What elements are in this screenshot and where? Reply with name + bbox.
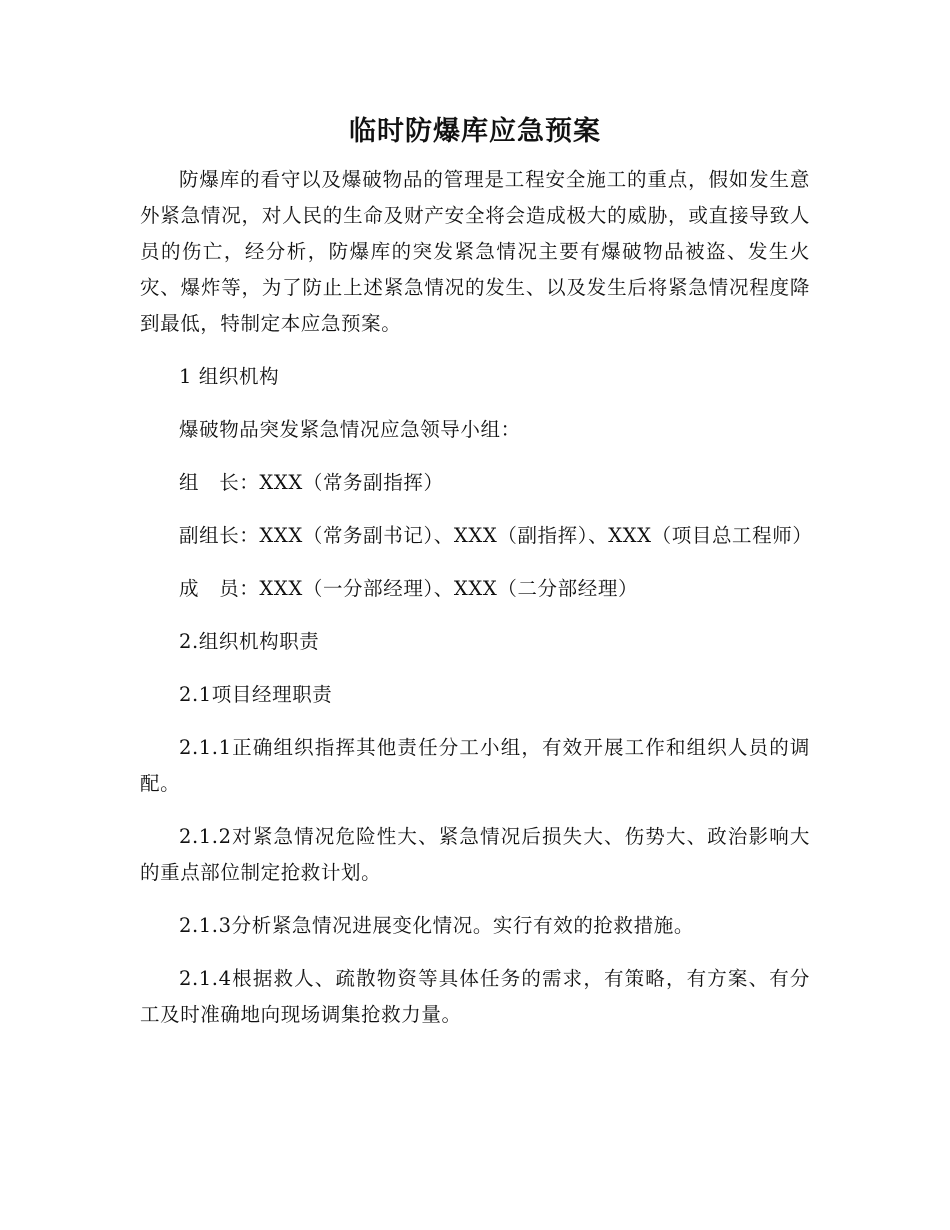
duty-item-2-1-1: 2.1.1正确组织指挥其他责任分工小组，有效开展工作和组织人员的调配。: [140, 736, 810, 795]
subsection-heading-manager-duties: 2.1项目经理职责: [179, 683, 333, 706]
leadership-group-label: 爆破物品突发紧急情况应急领导小组：: [179, 418, 521, 441]
group-leader-line: 组 长：XXX（常务副指挥）: [179, 471, 444, 494]
section-heading-organization: 1 组织机构: [179, 365, 280, 388]
document-title: 临时防爆库应急预案: [349, 116, 601, 147]
deputy-leader-line: 副组长：XXX（常务副书记）、XXX（副指挥）、XXX（项目总工程师）: [179, 524, 813, 547]
members-line: 成 员：XXX（一分部经理）、XXX（二分部经理）: [179, 577, 639, 600]
section-heading-duties: 2.组织机构职责: [179, 630, 320, 653]
document-body: [140, 112, 813, 1033]
intro-paragraph: 防爆库的看守以及爆破物品的管理是工程安全施工的重点，假如发生意外紧急情况，对人民的生命及财产安全将会造成极大的威胁，或直接导致人员的伤亡，经分析，防爆库的突发紧急情况主要有爆破物品被盗、发生火灾、爆炸等，为了防止上述紧急情况的发生、以及发生后将紧急情况程度降到最低，特制定本应急预案。: [140, 168, 810, 335]
duty-item-2-1-3: 2.1.3分析紧急情况进展变化情况。实行有效的抢救措施。: [179, 914, 694, 937]
duty-item-2-1-4: 2.1.4根据救人、疏散物资等具体任务的需求，有策略，有方案、有分工及时准确地向现场调集抢救力量。: [140, 967, 810, 1026]
duty-item-2-1-2: 2.1.2对紧急情况危险性大、紧急情况后损失大、伤势大、政治影响大的重点部位制定抢救计划。: [140, 825, 810, 884]
